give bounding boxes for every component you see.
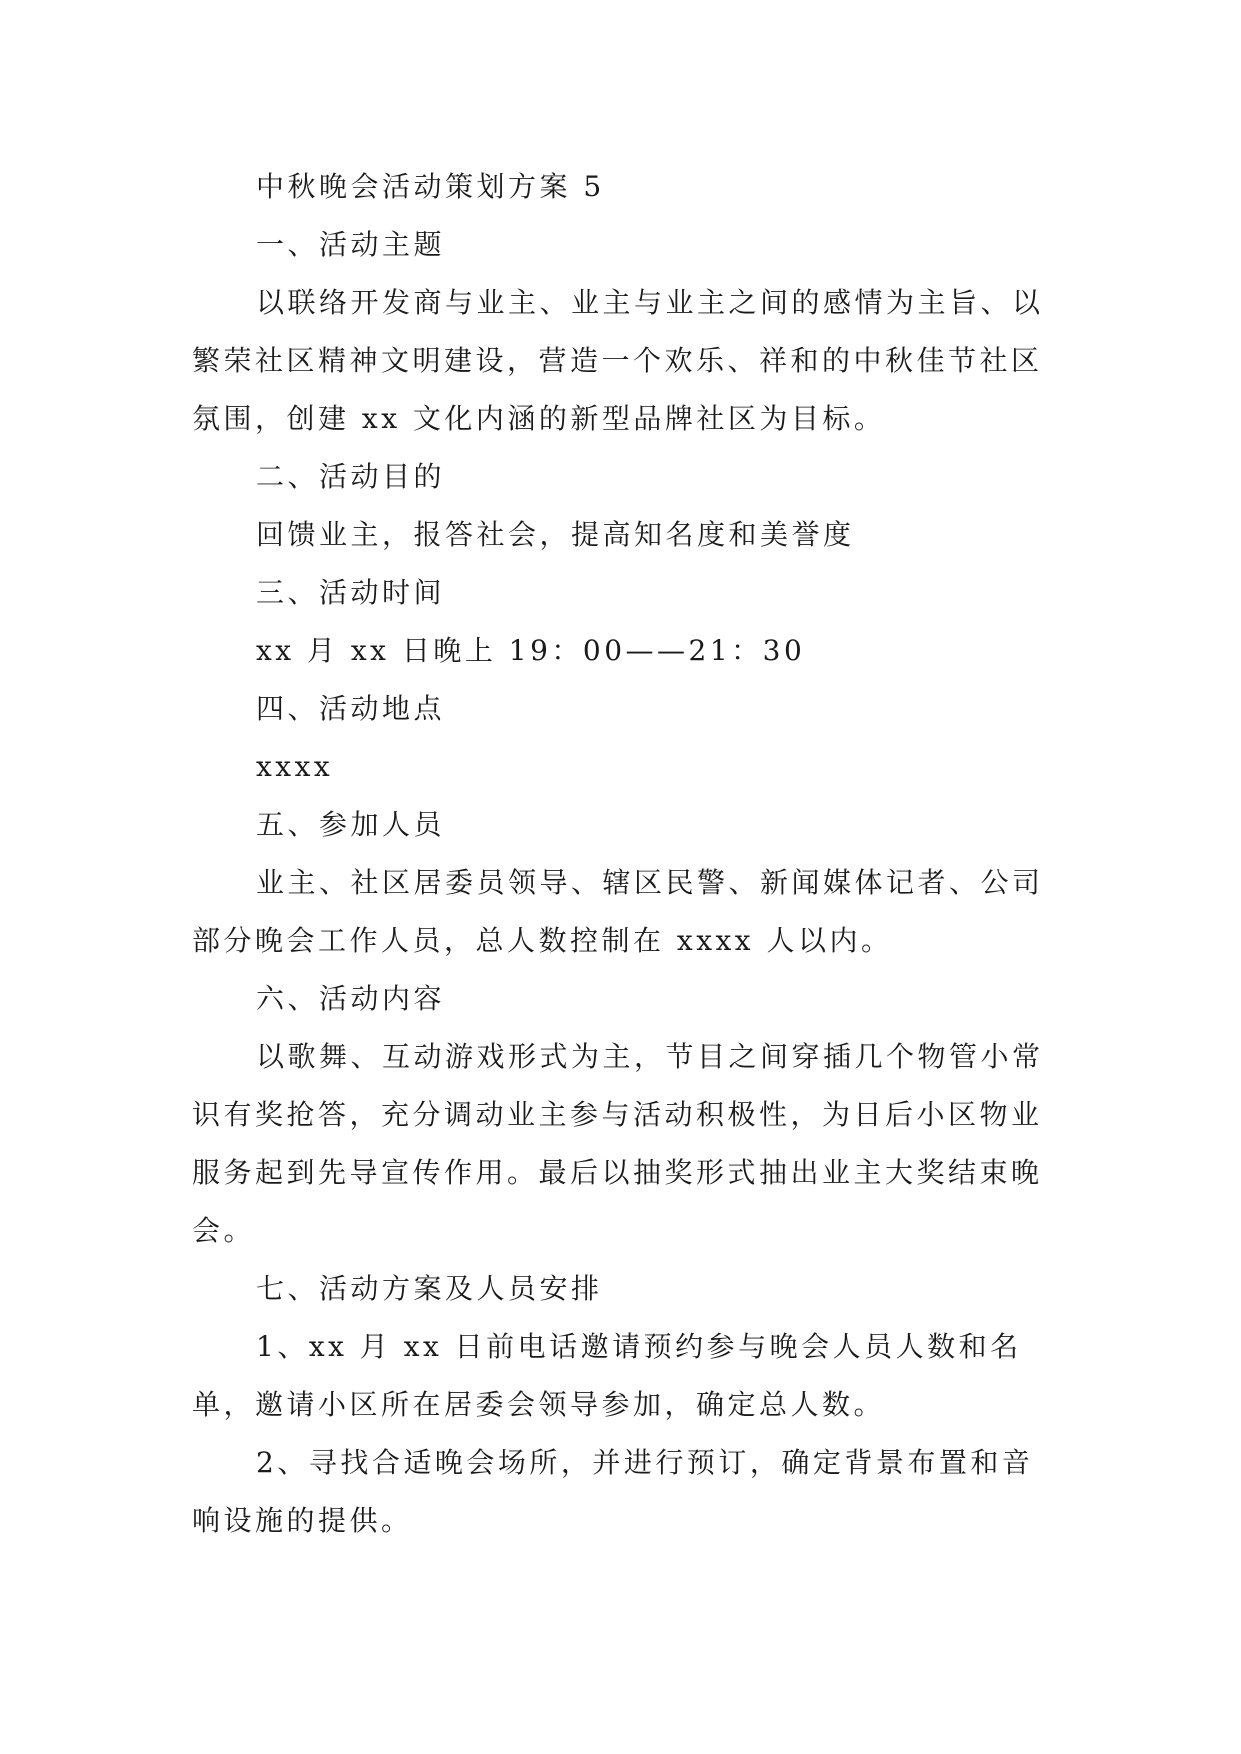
- section-body-time: xx 月 xx 日晚上 19：00——21：30: [256, 634, 806, 667]
- section-body-purpose: 回馈业主，报答社会，提高知名度和美誉度: [256, 518, 855, 551]
- arrangement-item-1: 1、xx 月 xx 日前电话邀请预约参与晚会人员人数和名单，邀请小区所在居委会领导参加，确定总人数。: [192, 1330, 1022, 1421]
- section-body-participants: 业主、社区居委员领导、辖区民警、新闻媒体记者、公司部分晚会工作人员，总人数控制在 xxxx 人以内。: [192, 866, 1044, 957]
- section-heading-arrangement: 七、活动方案及人员安排: [256, 1272, 603, 1305]
- section-body-content: 以歌舞、互动游戏形式为主，节目之间穿插几个物管小常识有奖抢答，充分调动业主参与活动积极性，为日后小区物业服务起到先导宣传作用。最后以抽奖形式抽出业主大奖结束晚会。: [192, 1040, 1044, 1247]
- section-heading-location: 四、活动地点: [256, 692, 446, 725]
- arrangement-item-2: 2、寻找合适晚会场所，并进行预订，确定背景布置和音响设施的提供。: [192, 1446, 1034, 1537]
- document-title: 中秋晚会活动策划方案 5: [256, 170, 605, 203]
- section-body-location: xxxx: [256, 750, 334, 783]
- section-heading-participants: 五、参加人员: [256, 808, 446, 841]
- section-heading-content: 六、活动内容: [256, 982, 446, 1015]
- document-content: [192, 158, 1054, 1550]
- section-heading-purpose: 二、活动目的: [256, 460, 446, 493]
- section-body-theme: 以联络开发商与业主、业主与业主之间的感情为主旨、以繁荣社区精神文明建设，营造一个欢乐、祥和的中秋佳节社区氛围，创建 xx 文化内涵的新型品牌社区为目标。: [192, 286, 1044, 435]
- section-heading-theme: 一、活动主题: [256, 228, 446, 261]
- section-heading-time: 三、活动时间: [256, 576, 446, 609]
